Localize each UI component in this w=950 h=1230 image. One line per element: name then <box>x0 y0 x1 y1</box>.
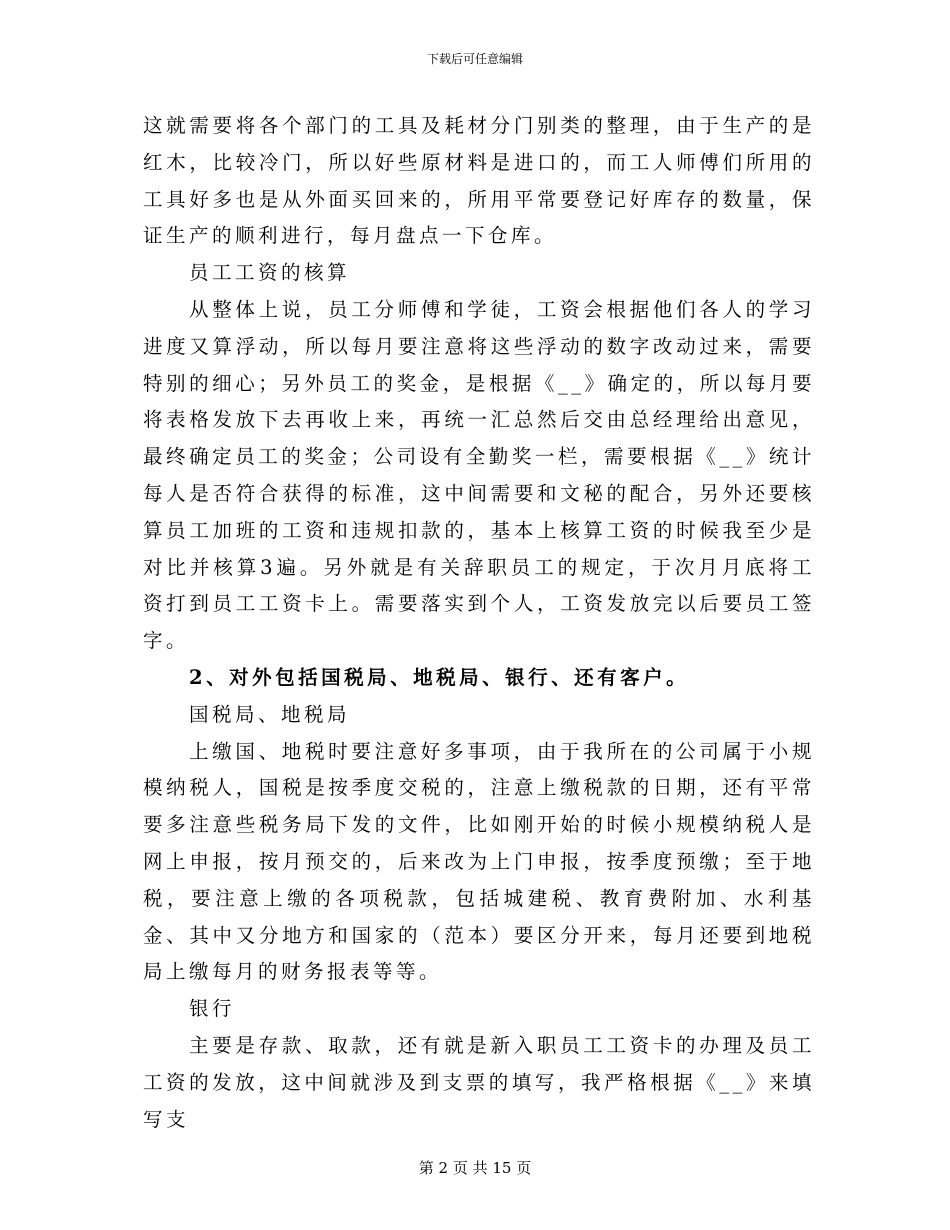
bold-heading: 2、对外包括国税局、地税局、银行、还有客户。 <box>189 665 690 689</box>
paragraph: 这就需要将各个部门的工具及耗材分门别类的整理，由于生产的是红木，比较冷门，所以好些原材料是进口的，而工人师傅们所用的工具好多也是从外面买回来的，所用平常要登记好库存的数量，保证生产的顺利进行，每月盘点一下仓库。 <box>143 114 815 248</box>
page-footer: 第 2 页 共 15 页 <box>418 1159 532 1177</box>
page-header: 下载后可任意编辑 <box>426 52 523 66</box>
section-heading: 银行 <box>189 997 236 1021</box>
paragraph: 从整体上说，员工分师傅和学徒，工资会根据他们各人的学习进度又算浮动，所以每月要注意将这些浮动的数字改动过来，需要特别的细心；另外员工的奖金，是根据《__》确定的，所以每月要将表格发放下去再收上来，再统一汇总然后交由总经理给出意见，最终确定员工的奖金；公司设有全勤奖一栏，需要根据《__》统计每人是否符合获得的标准，这中间需要和文秘的配合，另外还要核算员工加班的工资和违规扣款的，基本上核算工资的时候我至少是对比并核算3遍。另外就是有关辞职员工的规定，于次月月底将工资打到员工工资卡上。需要落实到个人，工资发放完以后要员工签字。 <box>143 297 815 653</box>
paragraph: 主要是存款、取款，还有就是新入职员工工资卡的办理及员工工资的发放，这中间就涉及到支票的填写，我严格根据《__》来填写支 <box>143 1033 815 1131</box>
paragraph: 上缴国、地税时要注意好多事项，由于我所在的公司属于小规模纳税人，国税是按季度交税的，注意上缴税款的日期，还有平常要多注意些税务局下发的文件，比如刚开始的时候小规模纳税人是网上申报，按月预交的，后来改为上门申报，按季度预缴；至于地税，要注意上缴的各项税款，包括城建税、教育费附加、水利基金、其中又分地方和国家的（范本）要区分开来，每月还要到地税局上缴每月的财务报表等等。 <box>143 739 815 984</box>
document-body <box>143 108 815 1138</box>
section-heading: 国税局、地税局 <box>189 702 351 726</box>
section-heading: 员工工资的核算 <box>189 261 351 285</box>
